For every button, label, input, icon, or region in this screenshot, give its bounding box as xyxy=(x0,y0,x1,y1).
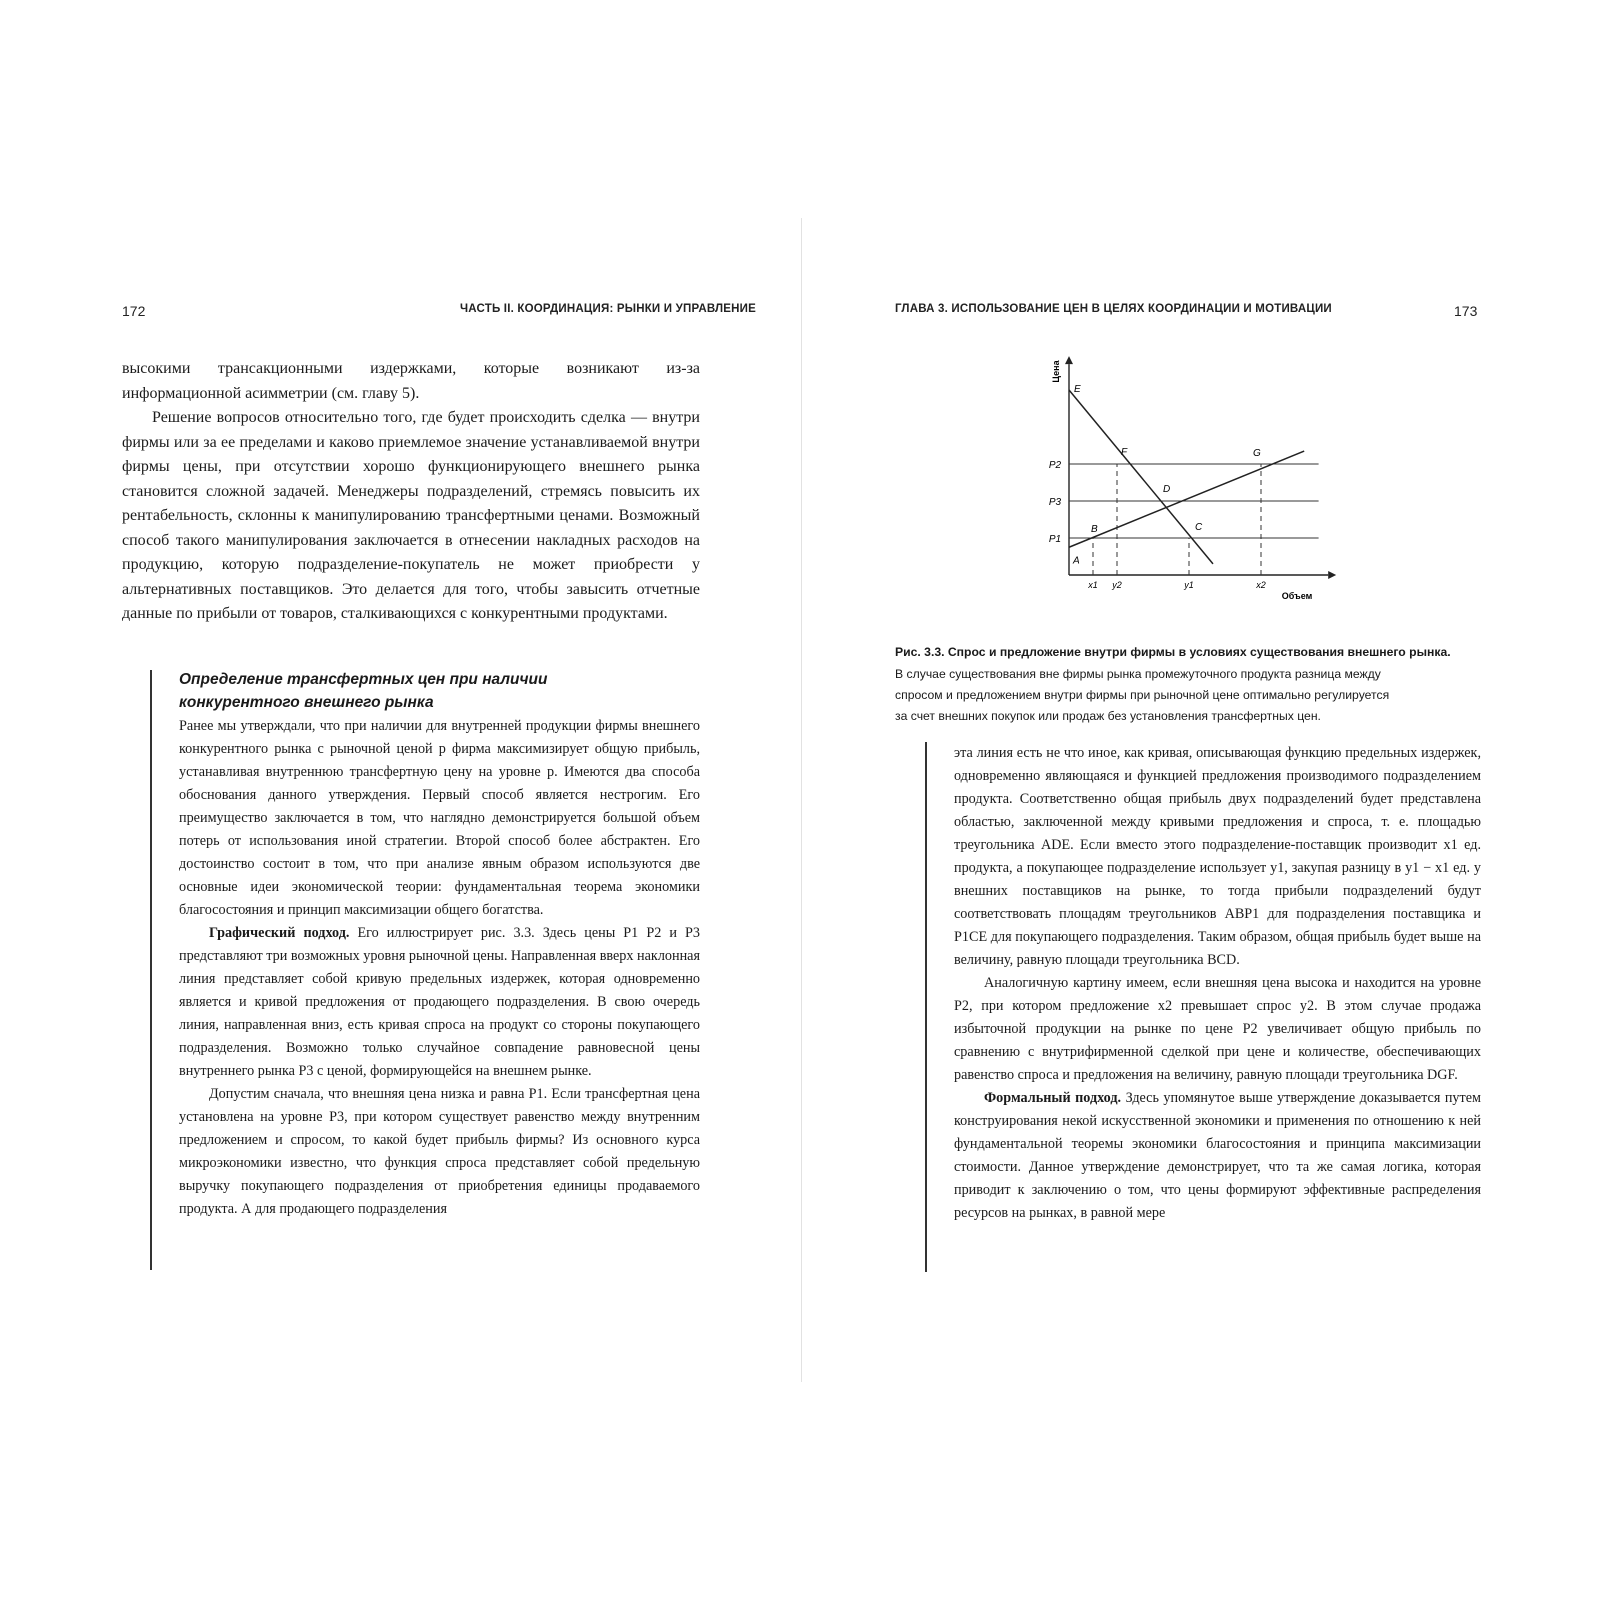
figure-caption xyxy=(895,664,1389,727)
figure-title: Рис. 3.3. Спрос и предложение внутри фирмы в условиях существования внешнего рынка. xyxy=(895,645,1451,659)
point-label-d: D xyxy=(1163,484,1171,495)
right-sidebar-para-1: эта линия есть не что иное, как кривая, описывающая функцию предельных издержек, одновременно являющаяся и функцией предложения производимого подразделением продукта. Соответственно общая прибыль двух подразделений будет представлена областью, заключенной между кривыми предложения и спроса, т. е. площадью треугольника ADE. Если вместо этого подразделение-поставщик производит x1 ед. продукта, а покупающее подразделение использует y1, закупая разницу в y1 − x1 ед. у внешних поставщиков на рынке, то тогда прибыли подразделений будут соответствовать площадям треугольников ABP1 для подразделения поставщика и P1CE для покупающего подразделения. Таким образом, общая прибыль будет выше на величину, равную площади треугольника BCD. xyxy=(954,745,1481,968)
quantity-label: x1 xyxy=(1088,580,1098,590)
quantity-label: y2 xyxy=(1112,580,1122,590)
x-axis-label: Объем xyxy=(1281,591,1313,601)
left-paragraph-2: Решение вопросов относительно того, где будет происходить сделка — внутри фирмы или за ее пределами и каково приемлемое значение устанавливаемой внутри фирмы цены, при отсутствии хорошо функционирующего внешнего рынка становится сложной задачей. Менеджеры подразделений, стремясь повысить их рентабельность, склонны к манипулированию трансфертными ценами. Возможный способ такого манипулирования заключается в отнесении накладных расходов на продукцию, которую подразделение-покупатель не может приобрести у альтернативных поставщиков. Это делается для того, чтобы завысить отчетные данные по прибыли от товаров, сталкивающихся с конкурентными продуктами. xyxy=(122,409,700,622)
right-sidebar-text xyxy=(954,742,1481,1278)
right-running-head: ГЛАВА 3. ИСПОЛЬЗОВАНИЕ ЦЕН В ЦЕЛЯХ КООРДИНАЦИИ И МОТИВАЦИИ xyxy=(895,303,1332,315)
quantity-label: y1 xyxy=(1184,580,1194,590)
left-sidebar-para-2: Графический подход. Его иллюстрирует рис. 3.3. Здесь цены P1 P2 и P3 представляют три возможных уровня рыночной цены. Направленная вверх наклонная линия представляет собой кривую предельных издержек, которая одновременно является и кривой предложения от продающего подразделения. В свою очередь линия, направленная вниз, есть кривая спроса на продукт со стороны покупающего подразделения. Возможно только случайное совпадение равновесной цены внутреннего рынка P3 с ценой, формирующейся на внешнем рынке. xyxy=(179,925,701,1079)
figure-caption-line: спросом и предложением внутри фирмы при рыночной цене оптимально регулируется xyxy=(895,688,1390,702)
right-sidebar-para-3: Формальный подход. Здесь упомянутое выше утверждение доказывается путем конструирования некой искусственной экономики и применения по отношению к ней фундаментальной теоремы экономики благосостояния и принципа максимизации стоимости. Данное утверждение демонстрирует, что та же самая логика, которая приводит к заключению о том, что цены формируют эффективные распределения ресурсов на рынках, в равной мере xyxy=(954,1090,1481,1221)
point-label-a: A xyxy=(1073,555,1080,567)
point-label-c: C xyxy=(1195,522,1203,533)
point-label-b: B xyxy=(1091,524,1098,535)
left-paragraph-1: высокими трансакционными издержками, которые возникают из-за информационной асимметрии (см. главу 5). xyxy=(122,360,700,402)
price-level-label: P1 xyxy=(1048,534,1062,545)
right-sidebar-para-2: Аналогичную картину имеем, если внешняя цена высока и находится на уровне P2, при котором предложение x2 превышает спрос y2. В этом случае продажа избыточной продукции на рынке по цене P2 увеличивает общую прибыль по сравнению с внутрифирменной сделкой при цене и количестве, обеспечивающих равенство спроса и предложения на величину, равную площади треугольника DGF. xyxy=(954,975,1481,1083)
figure-caption-line: В случае существования вне фирмы рынка промежуточного продукта разница между xyxy=(895,667,1381,681)
price-level-label: P3 xyxy=(1048,497,1062,508)
point-label-g: G xyxy=(1253,448,1261,459)
left-running-head: ЧАСТЬ II. КООРДИНАЦИЯ: РЫНКИ И УПРАВЛЕНИЕ xyxy=(460,303,757,315)
point-label-f: F xyxy=(1121,447,1128,458)
right-page-number: 173 xyxy=(1454,303,1478,319)
x-axis-arrow xyxy=(1328,571,1336,579)
price-level-label: P2 xyxy=(1048,460,1062,471)
left-sidebar-para-3: Допустим сначала, что внешняя цена низка и равна P1. Если трансфертная цена установлена на уровне P3, при котором существует равенство между внутренним предложением и спросом, то какой будет прибыль фирмы? Из основного курса микроэкономики известно, что функция спроса представляет собой предельную выручку покупающего подразделения от приобретения единицы продаваемого продукта. А для продающего подразделения xyxy=(179,1086,700,1217)
page-spine xyxy=(801,218,802,1382)
left-sidebar-para-1: Ранее мы утверждали, что при наличии для внутренней продукции фирмы внешнего конкурентного рынка с рыночной ценой p фирма максимизирует общую прибыль, устанавливая внутреннюю трансфертную цену на уровне p. Имеются два способа обоснования данного утверждения. Первый способ является нестрогим. Его преимущество заключается в том, что наглядно демонстрируется большой объем потерь от использования иной стратегии. Второй способ более абстрактен. Его достоинство состоит в том, что при анализе явным образом используются две основные идеи экономической теории: фундаментальная теорема экономики благосостояния и принцип максимизации общего богатства. xyxy=(179,718,700,918)
figure-caption-line: за счет внешних покупок или продаж без установления трансфертных цен. xyxy=(895,709,1321,723)
left-sidebar-text xyxy=(179,715,700,1277)
y-axis-arrow xyxy=(1065,356,1073,364)
sidebar-title: Определение трансфертных цен при наличии конкурентного внешнего рынка xyxy=(179,671,548,711)
left-sidebar-rule xyxy=(150,670,152,1270)
y-axis-label: Цена xyxy=(1051,360,1061,383)
quantity-label: x2 xyxy=(1256,580,1266,590)
supply-demand-figure xyxy=(1040,350,1340,620)
left-page-number: 172 xyxy=(122,303,146,319)
right-sidebar-rule xyxy=(925,742,927,1272)
point-label-e: E xyxy=(1074,384,1081,395)
